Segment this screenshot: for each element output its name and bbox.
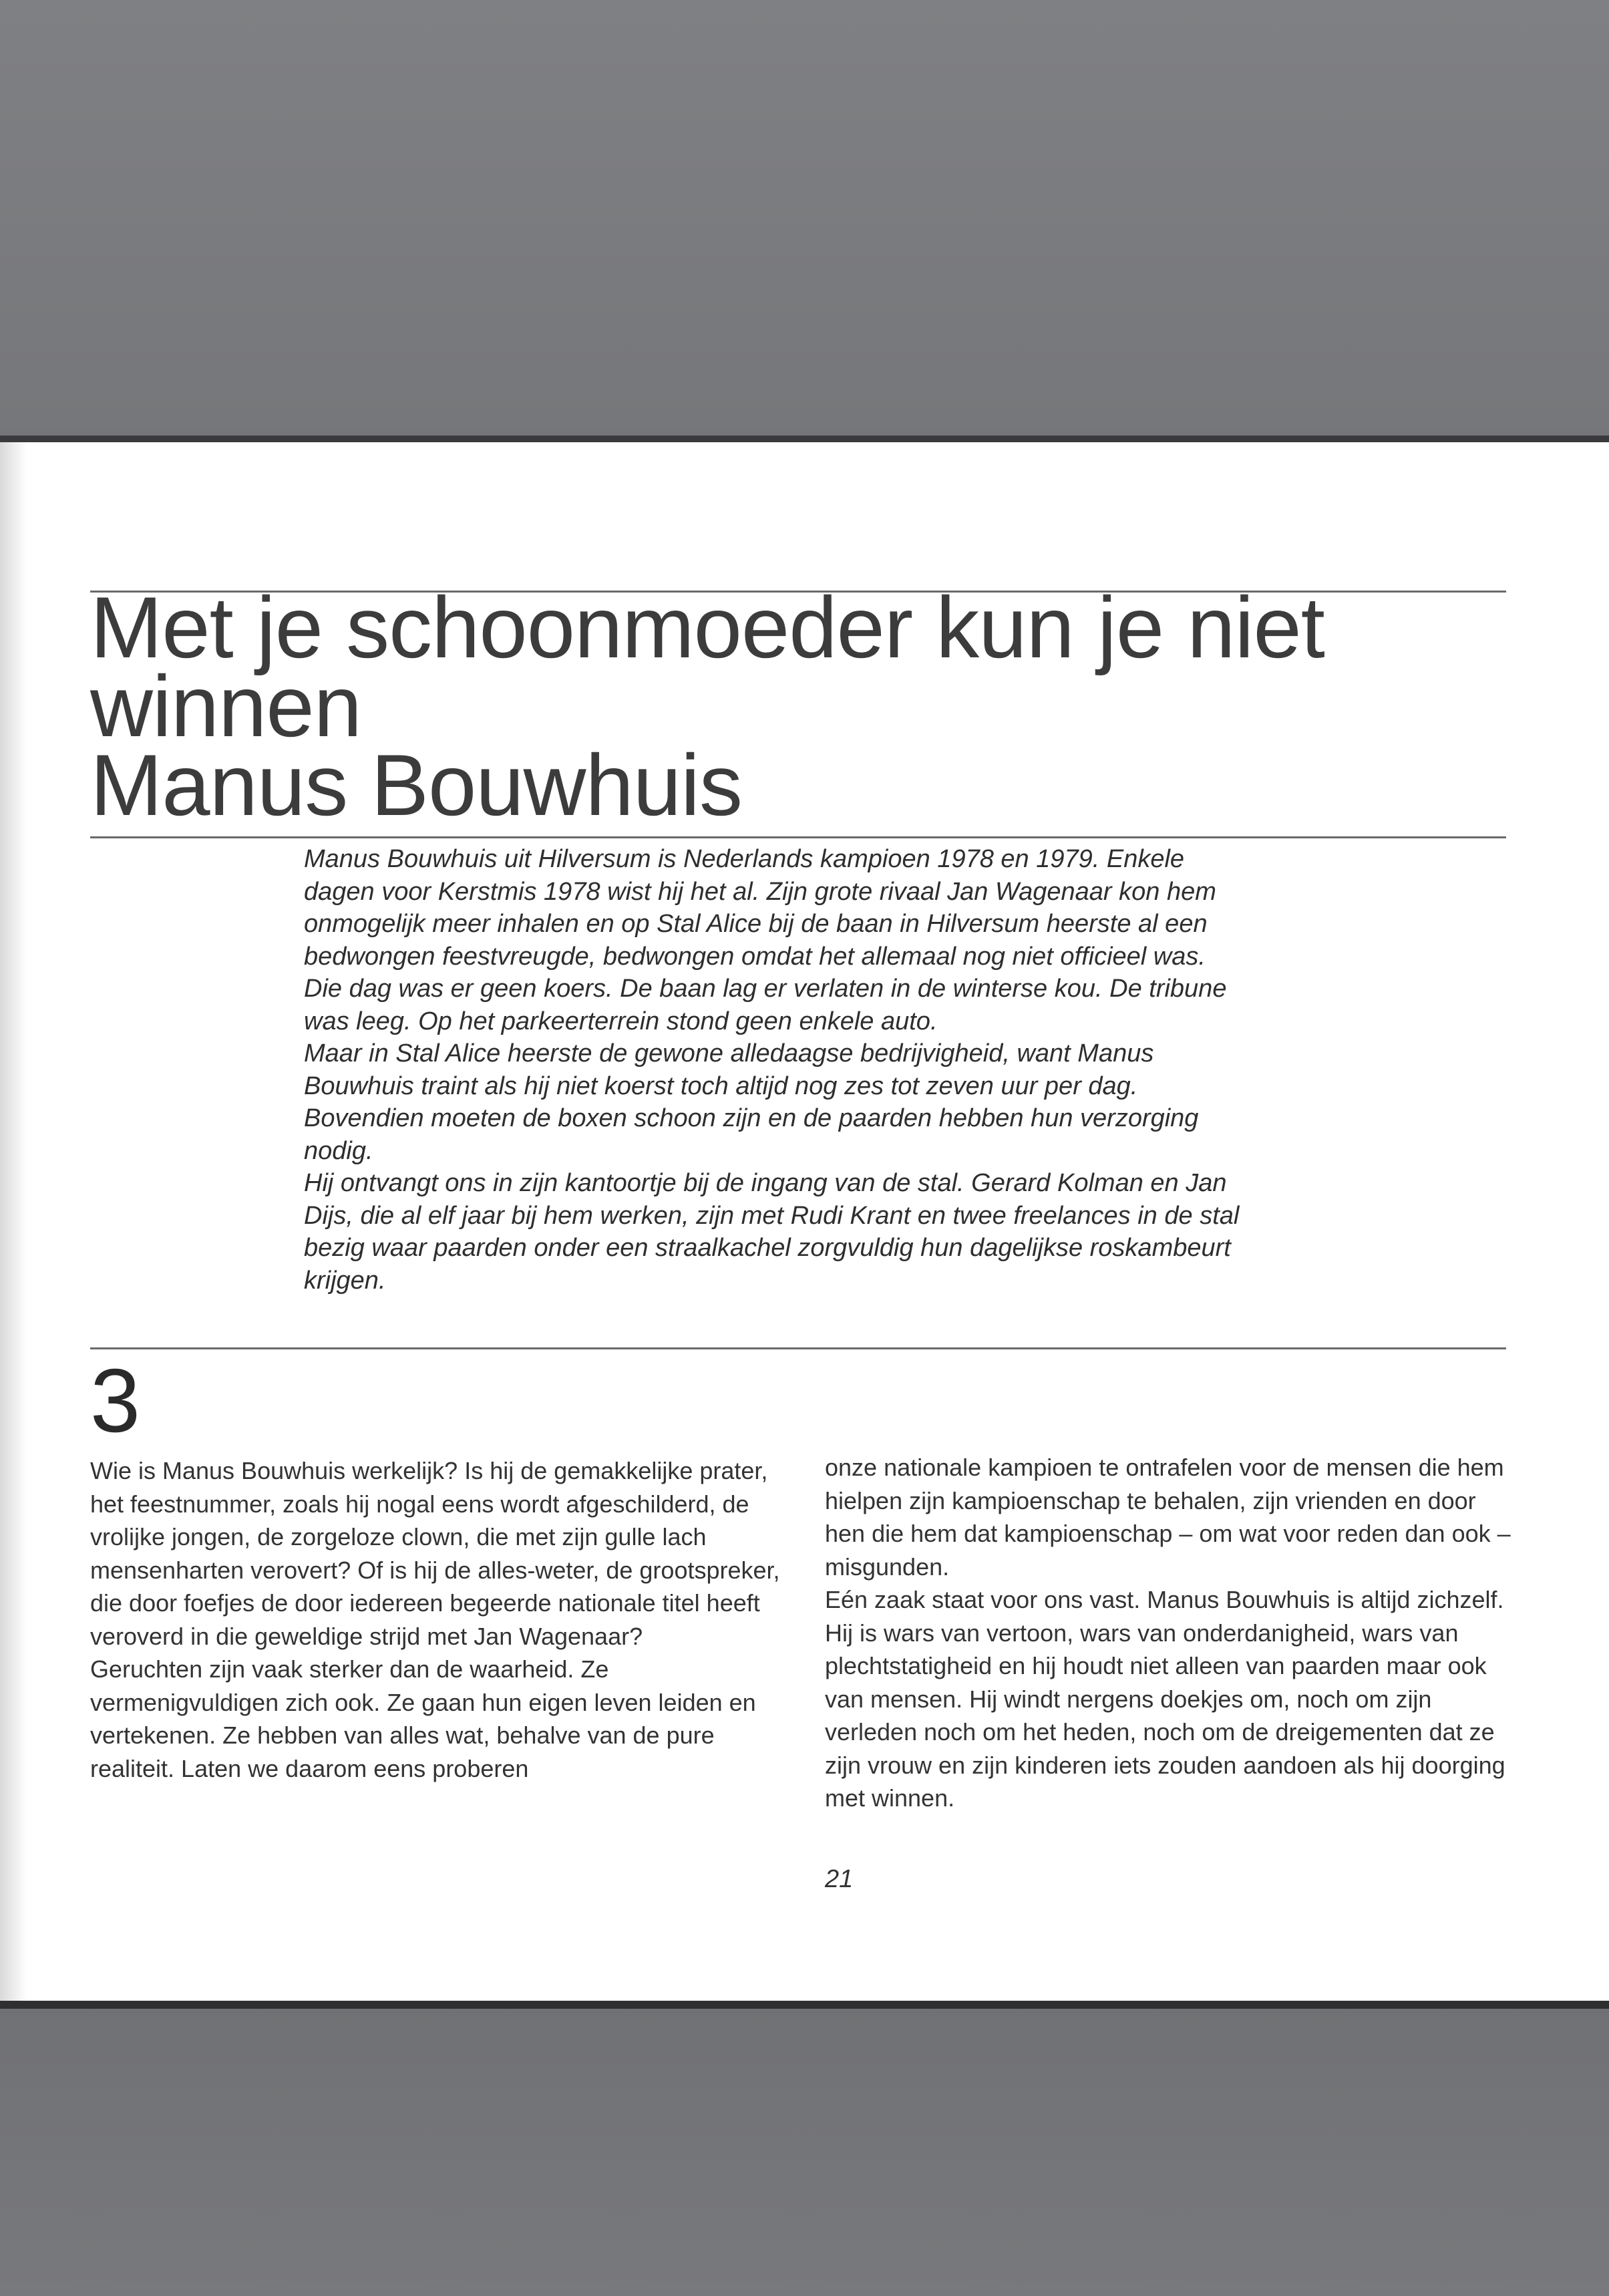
body-paragraph: onze nationale kampioen te ontrafelen voor de mensen die hem hielpen zijn kampioenschap te behalen, zijn vrienden en door hen die hem dat kampioenschap – om wat voor reden dan ook – misgunden.	[825, 1454, 1511, 1581]
body-column-right	[825, 1451, 1519, 1815]
intro-paragraph: Hij ontvangt ons in zijn kantoortje bij de ingang van de stal. Gerard Kolman en Jan Dijs, die al elf jaar bij hem werken, zijn met Rudi Krant en twee freelances in de stal bezig waar paarden onder een straalkachel zorgvuldig hun dagelijkse roskambeurt krijgen.	[304, 1169, 1240, 1295]
title-line-2: winnen	[90, 657, 361, 755]
body-paragraph: Wie is Manus Bouwhuis werkelijk? Is hij de gemakkelijke prater, het feestnummer, zoals hij nogal eens wordt afgeschilderd, de vrolijke jongen, de zorgeloze clown, die met zijn gulle lach mensenharten verovert? Of is hij de alles-weter, de grootspreker, die door foefjes de door iedereen begeerde nationale titel heeft veroverd in die geweldige strijd met Jan Wagenaar?	[90, 1457, 780, 1650]
page-gutter-shadow	[0, 442, 27, 2001]
body-paragraph: Geruchten zijn vaak sterker dan de waarheid. Ze vermenigvuldigen zich ook. Ze gaan hun eigen leven leiden en vertekenen. Ze hebben van alles wat, behalve van de pure realiteit. Laten we daarom eens proberen	[90, 1655, 756, 1782]
chapter-title	[90, 579, 1493, 834]
body-column-left	[90, 1454, 785, 1785]
body-paragraph: Eén zaak staat voor ons vast. Manus Bouwhuis is altijd zichzelf. Hij is wars van vertoon, wars van onderdanigheid, wars van plechtstatigheid en hij houdt niet alleen van paarden maar ook van mensen. Hij windt nergens doekjes om, noch om zijn verleden noch om het heden, noch om de dreigementen dat ze zijn vrouw en zijn kinderen iets zouden aandoen als hij doorging met winnen.	[825, 1586, 1505, 1812]
chapter-number: 3	[90, 1350, 141, 1451]
intro-paragraph: Manus Bouwhuis uit Hilversum is Nederlands kampioen 1978 en 1979. Enkele dagen voor Kerstmis 1978 wist hij het al. Zijn grote rivaal Jan Wagenaar kon hem onmogelijk meer inhalen en op Stal Alice bij de baan in Hilversum heerste al een bedwongen feestvreugde, bedwongen omdat het allemaal nog niet officieel was.	[304, 845, 1216, 971]
intro-text	[304, 843, 1252, 1297]
intro-paragraph: Maar in Stal Alice heerste de gewone alledaagse bedrijvigheid, want Manus Bouwhuis traint als hij niet koerst toch altijd nog zes tot zeven uur per dag. Bovendien moeten de boxen schoon zijn en de paarden hebben hun verzorging nodig.	[304, 1039, 1199, 1165]
intro-paragraph: Die dag was er geen koers. De baan lag er verlaten in de winterse kou. De tribune was leeg. Op het parkeerterrein stond geen enkele auto.	[304, 975, 1227, 1035]
title-bottom-rule	[90, 836, 1506, 838]
intro-bottom-rule	[90, 1347, 1506, 1349]
title-line-1: Met je schoonmoeder kun je niet	[90, 579, 1324, 676]
book-page	[0, 436, 1609, 2009]
page-number: 21	[825, 1865, 854, 1893]
title-line-3: Manus Bouwhuis	[90, 736, 742, 834]
